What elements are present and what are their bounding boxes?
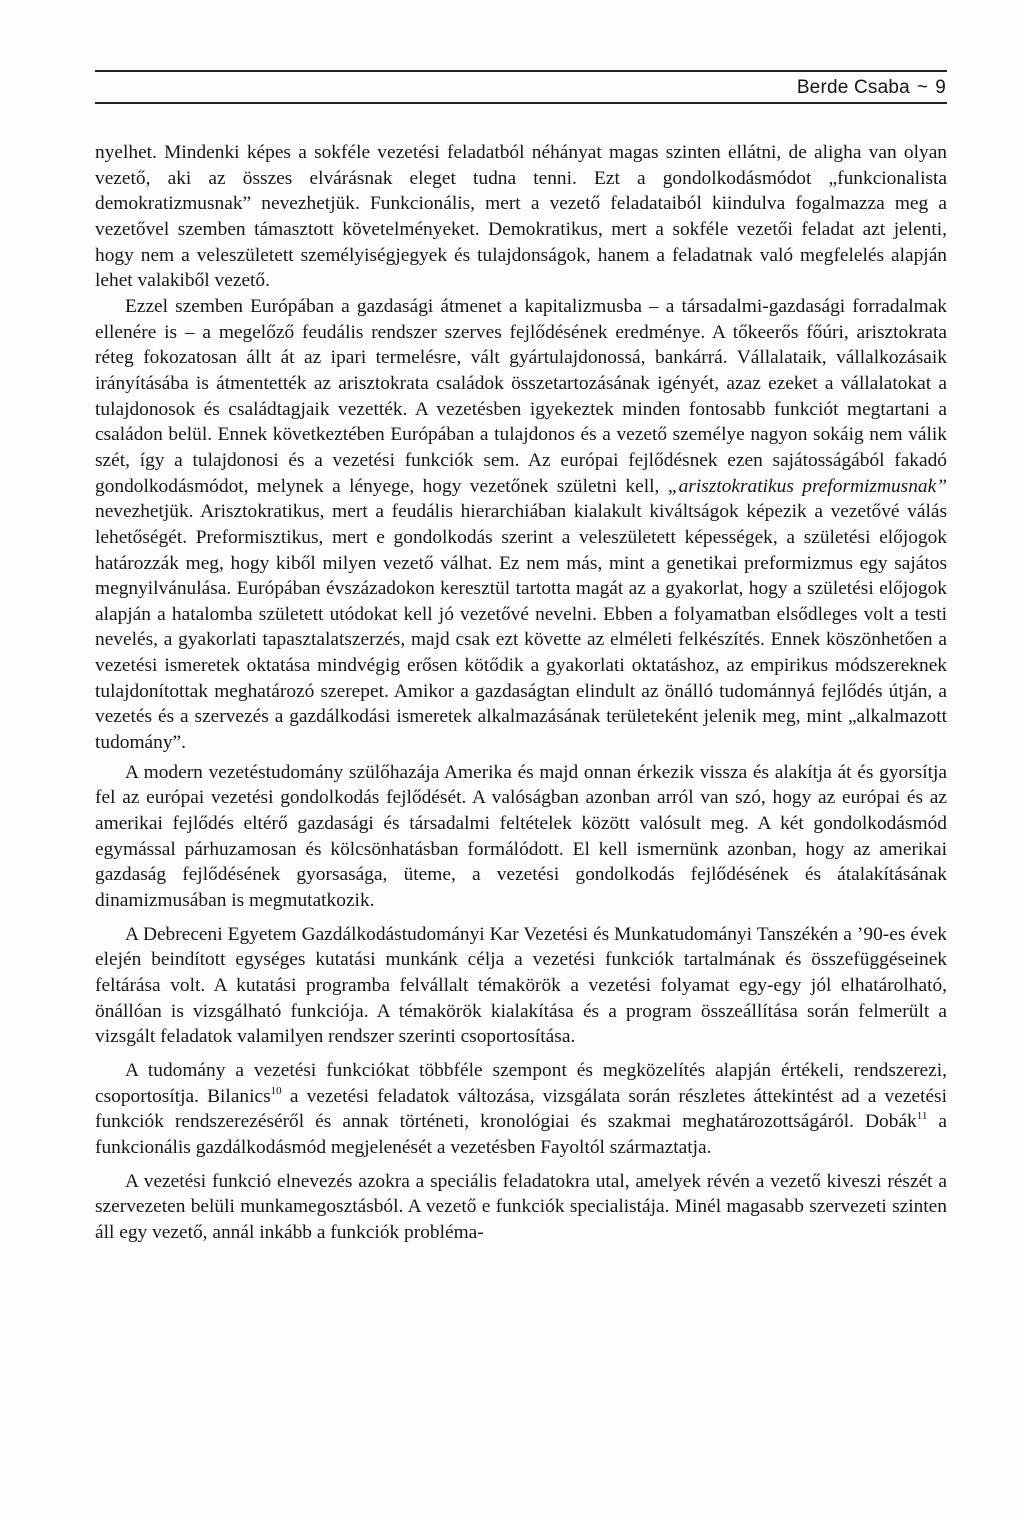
header-rule-top (95, 70, 947, 72)
italic-term: „arisztokratikus preformizmusnak” (667, 475, 947, 497)
paragraph-5-text-a: A tudomány a vezetési funkciókat többféle szempont és megközelítés alapján értékeli, rendszerezi, csoportosítja. Bilanics (95, 1059, 947, 1107)
body-text (95, 140, 947, 1246)
paragraph-2 (95, 294, 947, 756)
header-separator: ~ (916, 77, 929, 98)
page-number: 9 (935, 77, 946, 98)
paragraph-6: A vezetési funkció elnevezés azokra a speciális feladatokra utal, amelyek révén a vezető kiveszi részét a szervezeten belüli munkamegosztásból. A vezető e funkciók specialistája. Minél magasabb szervezeti szinten áll egy vezető, annál inkább a funkciók probléma- (95, 1170, 947, 1243)
paragraph-1: nyelhet. Mindenki képes a sokféle vezetési feladatból néhányat magas szinten ellátni, de aligha van olyan vezető, aki az összes elvárásnak eleget tudna tenni. Ezt a gondolkodásmódot „funkcionalista demokratizmusnak” nevezhetjük. Funkcionális, mert a vezető feladataiból kiindulva fogalmazza meg a vezetővel szemben támasztott követelményeket. Demokratikus, mert a sokféle vezetői feladat azt jelenti, hogy nem a veleszületett személyiségjegyek és tulajdonságok, hanem a feladatnak való megfelelés alapján lehet valakiből vezető. (95, 142, 947, 292)
paragraph-4: A Debreceni Egyetem Gazdálkodástudományi Kar Vezetési és Munkatudományi Tanszékén a ’90-es évek elején beindított egységes kutatási munkánk célja a vezetési funkciók tartalmának és összefüggéseinek feltárása volt. A kutatási programba felvállalt témakörök a vezetési folyamat egy-egy jól elhatárolható, önállóan is vizsgálható funkciója. A témakörök kialakítása és a program összeállítása során felmerült a vizsgált feladatok valamilyen rendszer szerinti csoportosítása. (95, 923, 947, 1048)
paragraph-5 (95, 1058, 947, 1161)
footnote-ref-11: 11 (916, 1110, 928, 1123)
header-author: Berde Csaba (796, 77, 910, 98)
footnote-ref-10: 10 (270, 1084, 282, 1097)
paragraph-3: A modern vezetéstudomány szülőhazája Amerika és majd onnan érkezik vissza és alakítja át és gyorsítja fel az európai vezetési gondolkodás fejlődését. A valóságban azonban arról van szó, hogy az európai és az amerikai fejlődés eltérő gazdasági és társadalmi feltételek között valósult meg. A két gondolkodásmód egymással párhuzamosan és kölcsönhatásban formálódott. El kell ismernünk azonban, hogy az amerikai gazdaság fejlődésének gyorsasága, üteme, a vezetési gondolkodás fejlődésének és átalakításának dinamizmusában is megmutatkozik. (95, 761, 947, 912)
running-header (797, 77, 946, 99)
paragraph-5-text-b: a vezetési feladatok változása, vizsgálata során részletes áttekintést ad a vezetési funkciók rendszerezéséről és annak történeti, kronológiai és szakmai meghatározottságáról. Dobák (95, 1085, 947, 1133)
header-rule-bottom (95, 102, 947, 104)
paragraph-2-text-a: Ezzel szemben Európában a gazdasági átmenet a kapitalizmusba – a társadalmi-gazdasági forradalmak ellenére is – a megelőző feudális rendszer szerves fejlődésének eredménye. A tőkeerős főúri, arisztokrata réteg fokozatosan állt át az ipari termelésre, vált gyártulajdonossá, bankárrá. Vállalataik, vállalkozásaik irányításába is átmentették az arisztokrata családok összetartozásának igényét, azaz ezeket a vállalatokat a tulajdonosok és családtagjaik vezették. A vezetésben igyekeztek minden fontosabb funkciót megtartani a családon belül. Ennek következtében Európában a tulajdonos és a vezető személye nagyon sokáig nem válik szét, így a tulajdonosi és a vezetési funkciók sem. Az európai fejlődésnek ezen sajátosságából fakadó gondolkodásmódot, melynek a lényege, hogy vezetőnek születni kell, (95, 295, 947, 497)
paragraph-5-text-c: a funkcionális gazdálkodásmód megjelenését a vezetésben Fayoltól származtatja. (95, 1111, 947, 1158)
paragraph-2-text-b: nevezhetjük. Arisztokratikus, mert a feudális hierarchiában kialakult kiváltságok képezik a vezetővé válás lehetőségét. Preformisztikus, mert e gondolkodás szerint a veleszületett képességek, a születési előjogok határozzák meg, hogy kiből milyen vezető válhat. Ez nem más, mint a genetikai preformizmus egy sajátos megnyilvánulása. Európában évszázadokon keresztül tartotta magát az a gyakorlat, hogy a születési előjogok alapján a hatalomba született utódokat kell jó vezetővé nevelni. Ebben a folyamatban elsődleges volt a testi nevelés, a gyakorlati tapasztalatszerzés, majd csak ezt követte az elméleti felkészítés. Ennek köszönhetően a vezetési ismeretek oktatása mindvégig erősen kötődik a gyakorlati oktatáshoz, az empirikus módszereknek tulajdonítottak meghatározó szerepet. Amikor a gazdaságtan elindult az önálló tudománnyá fejlődés útján, a vezetés és a szervezés a gazdálkodási ismeretek alkalmazásának területeként jelenik meg, mint „alkalmazott tudomány”. (95, 501, 947, 754)
